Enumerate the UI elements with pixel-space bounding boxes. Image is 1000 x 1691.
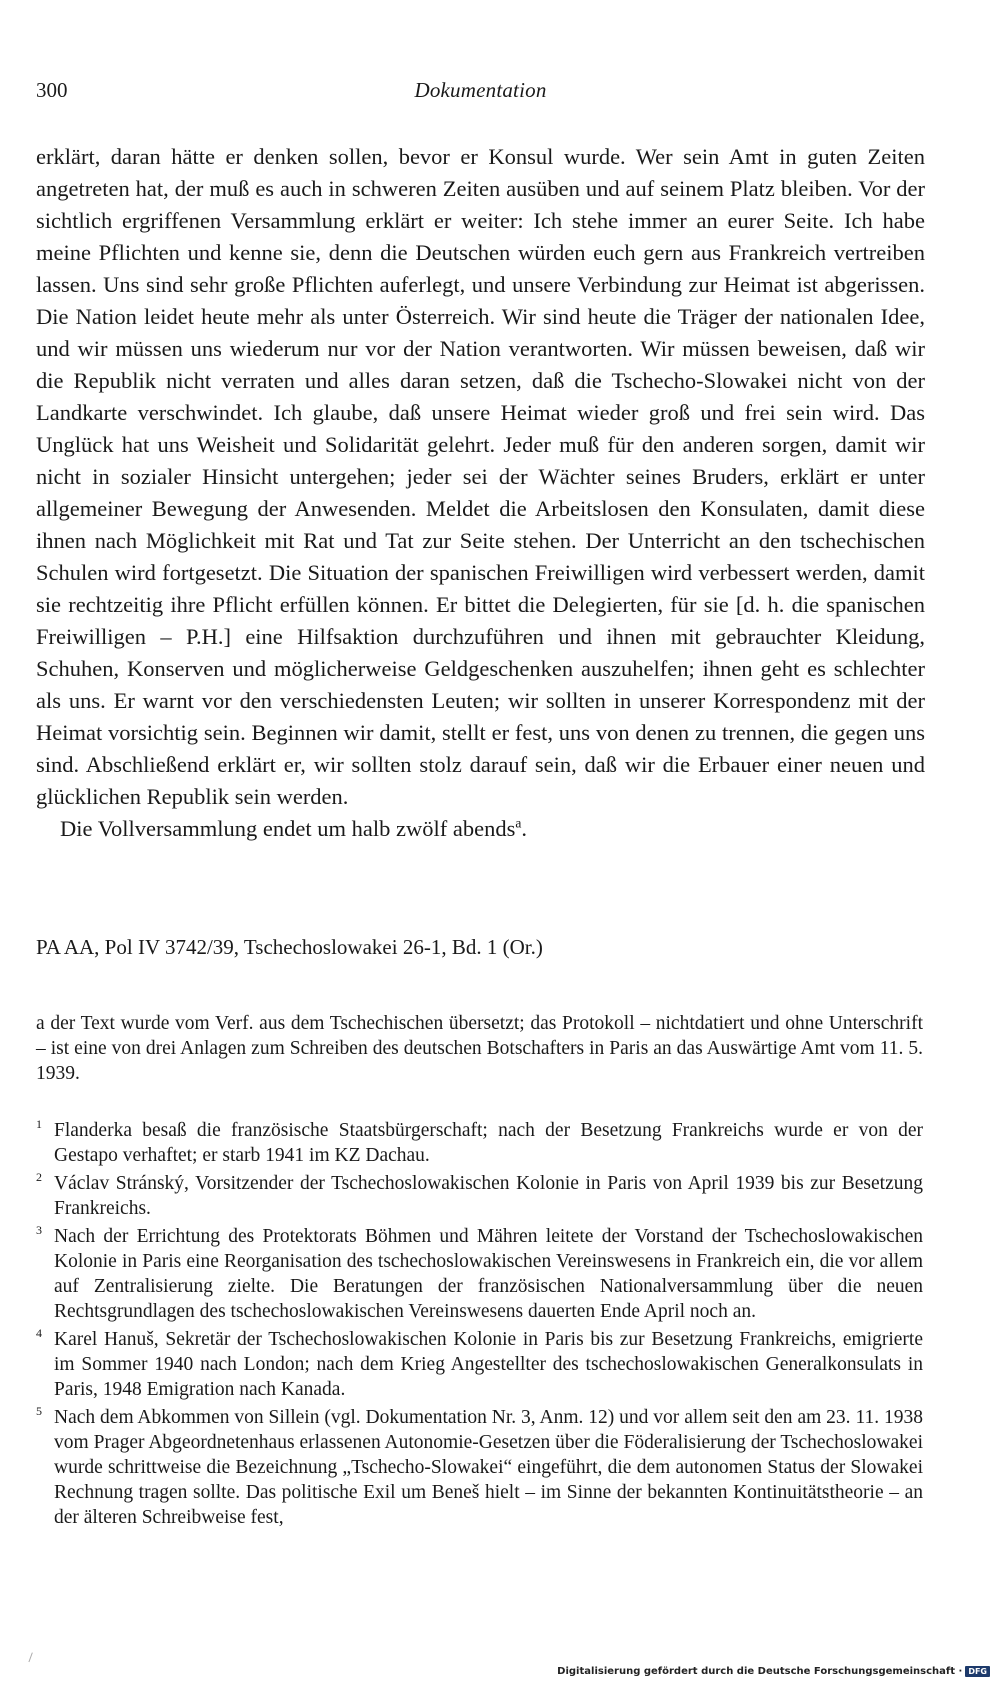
footnote-number: 3 [36, 1223, 42, 1237]
footnotes [36, 1118, 923, 1533]
footnote-text: Flanderka besaß die französische Staatsbürgerschaft; nach der Besetzung Frankreichs wurde er von der Gestapo verhaftet; er starb 1941 im KZ Dachau. [54, 1120, 923, 1166]
running-title: Dokumentation [414, 78, 547, 102]
footnote-text: Nach der Errichtung des Protektorats Böhmen und Mähren leitete der Vorstand der Tschechoslowakischen Kolonie in Paris eine Reorganisation des tschechoslowakischen Vereinswesens in Frankreich ein, die vor allem auf Zentralisierung zielte. Die Beratungen der französischen Nationalversammlung über die neuen Rechtsgrundlagen des tschechoslowakischen Vereinswesens dauerten Ende April noch an. [54, 1226, 923, 1322]
footnote-text: Václav Stránský, Vorsitzender der Tschechoslowakischen Kolonie in Paris von April 1939 bis zur Besetzung Frankreichs. [54, 1173, 923, 1219]
footnote-a: a der Text wurde vom Verf. aus dem Tschechischen übersetzt; das Protokoll – nichtdatiert und ohne Unterschrift – ist eine von drei Anlagen zum Schreiben des deutschen Botschafters in Paris an das Auswärtige Amt vom 11. 5. 1939. [36, 1013, 923, 1084]
closing-paragraph [36, 813, 925, 845]
digitization-credit [557, 1666, 990, 1677]
footnote-item [36, 1171, 923, 1221]
page-header [36, 78, 925, 108]
footnote-marker-a[interactable]: a [515, 815, 522, 831]
main-paragraph: erklärt, daran hätte er denken sollen, bevor er Konsul wurde. Wer sein Amt in guten Zeiten angetreten hat, der muß es auch in schweren Zeiten ausüben und auf seinem Platz bleiben. Vor der sichtlich ergriffenen Versammlung erklärt er weiter: Ich stehe immer an eurer Seite. Ich habe meine Pflichten und kenne sie, denn die Deutschen würden euch gern aus Frankreich vertreiben lassen. Uns sind sehr große Pflichten auferlegt, und unsere Verbindung zur Heimat ist abgerissen. Die Nation leidet heute mehr als unter Österreich. Wir sind heute die Träger der nationalen Idee, und wir müssen uns wiederum nur vor der Nation verantworten. Wir müssen beweisen, daß wir die Republik nicht verraten und alles daran setzen, daß die Tschecho-Slowakei nicht von der Landkarte verschwindet. Ich glaube, daß unsere Heimat wieder groß und frei sein wird. Das Unglück hat uns Weisheit und Solidarität gelehrt. Jeder muß für den anderen sorgen, damit wir nicht in sozialer Hinsicht untergehen; jeder sei der Wächter seines Bruders, erklärt er unter allgemeiner Bewegung der Anwesenden. Meldet die Arbeitslosen den Konsulaten, damit diese ihnen nach Möglichkeit mit Rat und Tat zur Seite stehen. Der Unterricht an den tschechischen Schulen wird fortgesetzt. Die Situation der spanischen Freiwilligen wird verbessert werden, damit sie rechtzeitig ihre Pflicht erfüllen können. Er bittet die Delegierten, für sie [d. h. die spanischen Freiwilligen – P.H.] eine Hilfsaktion durchzuführen und ihnen mit gebrauchter Kleidung, Schuhen, Konserven und möglicherweise Geldgeschenken auszuhelfen; ihnen geht es schlechter als uns. Er warnt vor den verschiedensten Leuten; wir sollten in unserer Korrespondenz mit der Heimat vorsichtig sein. Beginnen wir damit, stellt er fest, uns von denen zu trennen, die gegen uns sind. Abschließend erklärt er, wir sollten stolz darauf sein, daß wir die Erbauer einer neuen und glücklichen Republik sein werden. [36, 144, 925, 809]
source-reference: PA AA, Pol IV 3742/39, Tschechoslowakei 26-1, Bd. 1 (Or.) [36, 935, 543, 959]
footnote-item [36, 1327, 923, 1402]
body-text [36, 141, 925, 845]
credit-text: Digitalisierung gefördert durch die Deutsche Forschungsgemeinschaft · [557, 1666, 963, 1677]
footnote-text: Karel Hanuš, Sekretär der Tschechoslowakischen Kolonie in Paris bis zur Besetzung Frankreichs, emigrierte im Sommer 1940 nach London; nach dem Krieg Angestellter des tschechoslowakischen Generalkonsulats in Paris, 1948 Emigration nach Kanada. [54, 1329, 923, 1400]
footnote-number: 1 [36, 1117, 42, 1131]
closing-text: Die Vollversammlung endet um halb zwölf abends [60, 816, 516, 841]
footnote-text: Nach dem Abkommen von Sillein (vgl. Dokumentation Nr. 3, Anm. 12) und vor allem seit den am 23. 11. 1938 vom Prager Abgeordnetenhaus erlassenen Autonomie-Gesetzen über die Föderalisierung der Tschechoslowakei wurde schrittweise die Bezeichnung „Tschecho-Slowakei“ eingeführt, die dem autonomen Status der Slowakei Rechnung tragen sollte. Das politische Exil um Beneš hielt – im Sinne der bekannten Kontinuitätstheorie – an der älteren Schreibweise fest, [54, 1407, 923, 1528]
footnote-number: 2 [36, 1170, 42, 1184]
dfg-logo: DFG [965, 1666, 990, 1677]
footnote-item [36, 1405, 923, 1530]
footnote-number: 4 [36, 1326, 42, 1340]
closing-end: . [521, 816, 527, 841]
footnote-item [36, 1224, 923, 1324]
footnote-item [36, 1118, 923, 1168]
page-number: 300 [36, 78, 68, 102]
scan-mark [28, 1652, 36, 1663]
footnote-number: 5 [36, 1404, 42, 1418]
